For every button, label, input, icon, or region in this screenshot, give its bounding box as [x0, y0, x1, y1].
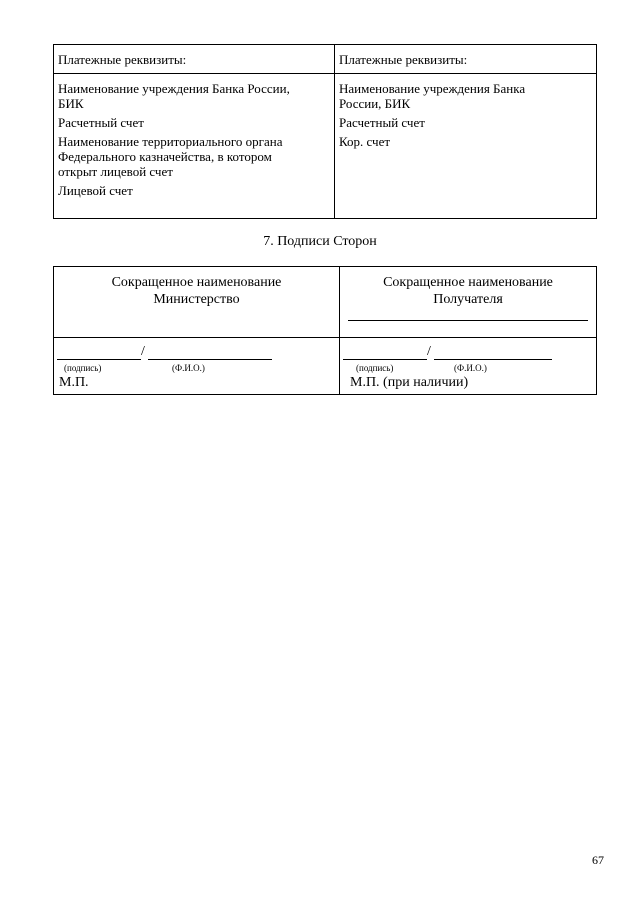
left-detail-line: Лицевой счет	[58, 183, 133, 198]
recipient-signature-caption: (подпись)	[356, 363, 394, 373]
right-detail-line: Кор. счет	[339, 134, 391, 149]
left-payment-header: Платежные реквизиты:	[54, 45, 335, 74]
ministry-stamp-label: М.П.	[59, 375, 89, 390]
ministry-signature-line	[57, 359, 141, 360]
ministry-slash: /	[141, 344, 145, 359]
right-detail-line: Наименование учреждения Банка	[339, 81, 526, 96]
recipient-slash: /	[427, 344, 431, 359]
recipient-signature-cell	[340, 338, 597, 395]
recipient-stamp-label: М.П. (при наличии)	[350, 375, 469, 390]
recipient-name-cell	[340, 267, 597, 338]
recipient-name-value: Получателя	[433, 292, 503, 307]
ministry-name-label: Сокращенное наименование	[111, 275, 282, 290]
left-detail-line: БИК	[58, 96, 84, 111]
page-number: 67	[592, 853, 604, 867]
ministry-name-value: Министерство	[153, 292, 240, 307]
left-detail-line: Федерального казначейства, в котором	[58, 149, 272, 164]
left-detail-line: Наименование учреждения Банка России,	[58, 81, 290, 96]
ministry-signature-caption: (подпись)	[64, 363, 102, 373]
recipient-signature-line	[343, 359, 427, 360]
ministry-fio-caption: (Ф.И.О.)	[172, 363, 205, 373]
right-payment-header: Платежные реквизиты:	[335, 45, 597, 74]
right-payment-details	[335, 74, 597, 219]
ministry-fio-line	[148, 359, 272, 360]
recipient-name-label: Сокращенное наименование	[383, 275, 553, 290]
signatures-table	[53, 266, 597, 395]
recipient-name-underline	[348, 320, 588, 321]
recipient-fio-caption: (Ф.И.О.)	[454, 363, 487, 373]
left-detail-line: Наименование территориального органа	[58, 134, 283, 149]
left-payment-details	[54, 74, 335, 219]
right-detail-line: России, БИК	[339, 96, 411, 111]
left-detail-line: Расчетный счет	[58, 115, 144, 130]
ministry-signature-cell	[54, 338, 340, 395]
recipient-fio-line	[434, 359, 552, 360]
ministry-name-cell	[54, 267, 340, 338]
signatures-heading: 7. Подписи Сторон	[263, 234, 377, 249]
right-detail-line: Расчетный счет	[339, 115, 425, 130]
left-detail-line: открыт лицевой счет	[58, 164, 173, 179]
payment-details-table	[53, 44, 597, 219]
